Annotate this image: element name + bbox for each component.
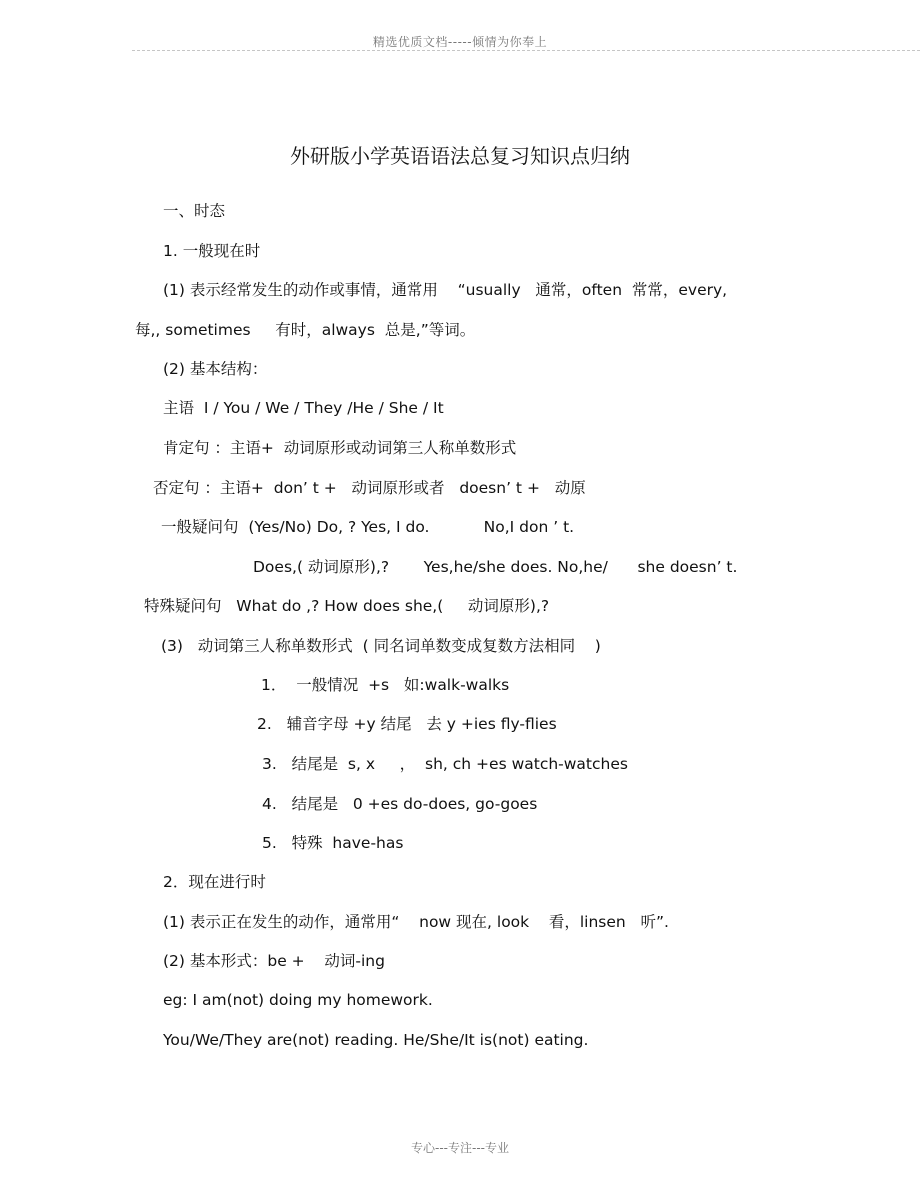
page-header: 精选优质文档-----倾情为你奉上 (372, 35, 548, 49)
simple-present-usage-line2: 每,, sometimes 有时，always 总是,”等词。 (135, 321, 476, 339)
third-person-heading: (3) 动词第三人称单数形式 ( 同名词单数变成复数方法相同 ) (161, 637, 601, 655)
wh-question-line: 特殊疑问句 What do ,? How does she,( 动词原形),? (144, 597, 550, 615)
negative-sentence-rule: 否定句 ：主语+ don’ t + 动词原形或者 doesn’ t + 动原 (153, 479, 586, 497)
heading-present-continuous: 2．现在进行时 (163, 873, 266, 891)
yes-no-question-line1: 一般疑问句 (Yes/No) Do, ? Yes, I do. No,I don ’ t. (161, 518, 575, 536)
rule-item: 3. 结尾是 s, x ， sh, ch +es watch-watches (262, 755, 628, 773)
document-title: 外研版小学英语语法总复习知识点归纳 (290, 144, 630, 168)
rule-item: 5. 特殊 have-has (262, 834, 404, 852)
simple-present-usage-line1: (1) 表示经常发生的动作或事情，通常用 “usually 通常，often 常常，every, (163, 281, 728, 299)
subject-line: 主语 I / You / We / They /He / She / It (163, 399, 444, 417)
heading-simple-present: 1. 一般现在时 (163, 242, 261, 260)
positive-sentence-rule: 肯定句 ：主语+ 动词原形或动词第三人称单数形式 (163, 439, 517, 457)
rule-item: 1． 一般情况 +s 如:walk-walks (261, 676, 510, 694)
present-continuous-usage: (1) 表示正在发生的动作，通常用“ now 现在, look 看，linsen 听”. (163, 913, 669, 931)
example-line-2: You/We/They are(not) reading. He/She/It is(not) eating. (163, 1031, 589, 1049)
yes-no-question-line2: Does,( 动词原形),? Yes,he/she does. No,he/ she doesn’ t. (253, 558, 738, 576)
page-footer: 专心---专注---专业 (411, 1141, 509, 1155)
example-line-1: eg: I am(not) doing my homework. (163, 991, 433, 1009)
basic-structure-label: (2) 基本结构： (163, 360, 268, 378)
header-divider (132, 50, 920, 51)
present-continuous-form: (2) 基本形式：be + 动词-ing (163, 952, 385, 970)
rule-item: 2. 辅音字母 +y 结尾 去 y +ies fly-flies (257, 715, 557, 733)
rule-item: 4. 结尾是 0 +es do-does, go-goes (262, 795, 538, 813)
section-heading-tenses: 一、时态 (163, 202, 226, 220)
